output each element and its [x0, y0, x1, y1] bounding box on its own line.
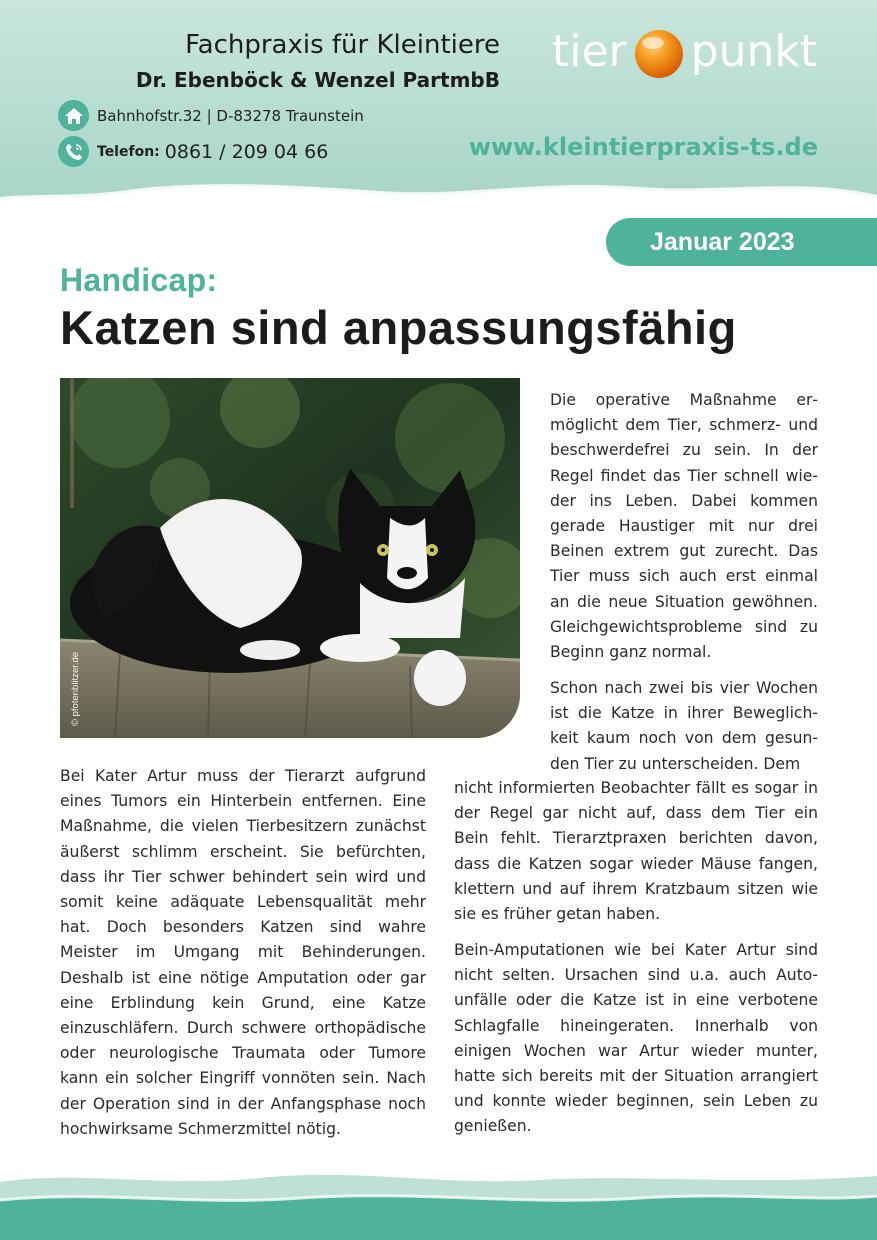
article-title: Katzen sind anpassungsfähig [60, 301, 737, 354]
address-row [58, 100, 364, 131]
brand-text-left: tier [552, 25, 627, 77]
article-paragraph-right-2a: Schon nach zwei bis vier Wochen ist die Katze in ihrer Beweglichkeit kaum noch von dem gesunden Tier zu unterscheiden. Dem [550, 679, 818, 773]
brand-text-right: punkt [690, 25, 818, 77]
article-paragraph-right-2b: nicht informierten Beobachter fällt es sogar in der Regel gar nicht auf, dass dem Tier ein Bein fehlt. Tierarztpraxen berichten davon, dass die Katzen sogar wieder Mäuse fangen, klettern und auf ihrem Kratzbaum sitzen wie sie es früher getan haben. [454, 779, 818, 924]
photo-credit: © pfotenblitzer.de [70, 651, 81, 726]
brand-orb-icon [633, 28, 685, 80]
article-kicker: Handicap: [60, 262, 218, 298]
brand-logo [552, 22, 817, 80]
article-paragraph-left: Bei Kater Artur muss der Tierarzt aufgrund eines Tumors ein Hinterbein entfernen. Eine Maßnahme, die vielen Tierbesitzern zunächst äußerst schlimm erscheint. Sie befürchten, dass ihr Tier schwer behindert sein wird und somit keine adäquate Lebensqualität mehr hat. Doch besonders Katzen sind wahre Meister im Umgang mit Behinderungen. Deshalb ist eine nötige Amputation oder gar eine Erblindung kein Grund, eine Katze einzuschläfern. Durch schwere orthopädische oder neurologische Traumata oder Tumore kann ein solcher Eingriff vonnöten sein. Nach der Operation sind in der Anfangsphase noch hochwirksame Schmerzmittel nötig. [60, 767, 426, 1138]
footer-wave [0, 1160, 877, 1240]
address-text: Bahnhofstr.32 | D-83278 Traunstein [97, 106, 364, 125]
website-link[interactable]: www.kleintierpraxis-ts.de [468, 133, 818, 161]
practice-name: Fachpraxis für Kleintiere [185, 30, 500, 60]
article-paragraph-right-1: Die operative Maßnahme ermöglicht dem Tier, schmerz- und beschwerdefrei zu sein. In der Regel findet das Tier schnell wieder ins Leben. Dabei kommen gerade Haustiger mit nur drei Beinen extrem gut zurecht. Das Tier muss sich auch erst einmal an die neue Situation gewöhnen. Gleichgewichtsprobleme sind zu Beginn ganz normal. [550, 391, 818, 662]
home-icon [58, 100, 89, 131]
issue-date-badge: Januar 2023 [606, 218, 877, 266]
cat-photo [60, 378, 520, 738]
article-paragraph-right-3: Bein-Amputationen wie bei Kater Artur sind nicht selten. Ursachen sind u.a. auch Autounfälle oder die Katze ist in eine verbotene Schlagfalle hineingeraten. Innerhalb von einigen Wochen war Artur wieder munter, hatte sich bereits mit der Situation arrangiert und konnte wieder beginnen, sein Leben zu genießen. [454, 941, 818, 1136]
phone-number[interactable]: 0861 / 209 04 66 [164, 140, 329, 163]
phone-label: Telefon: [97, 143, 160, 160]
phone-row [58, 136, 328, 167]
practice-owners: Dr. Ebenböck & Wenzel PartmbB [135, 68, 500, 92]
phone-icon [58, 136, 89, 167]
